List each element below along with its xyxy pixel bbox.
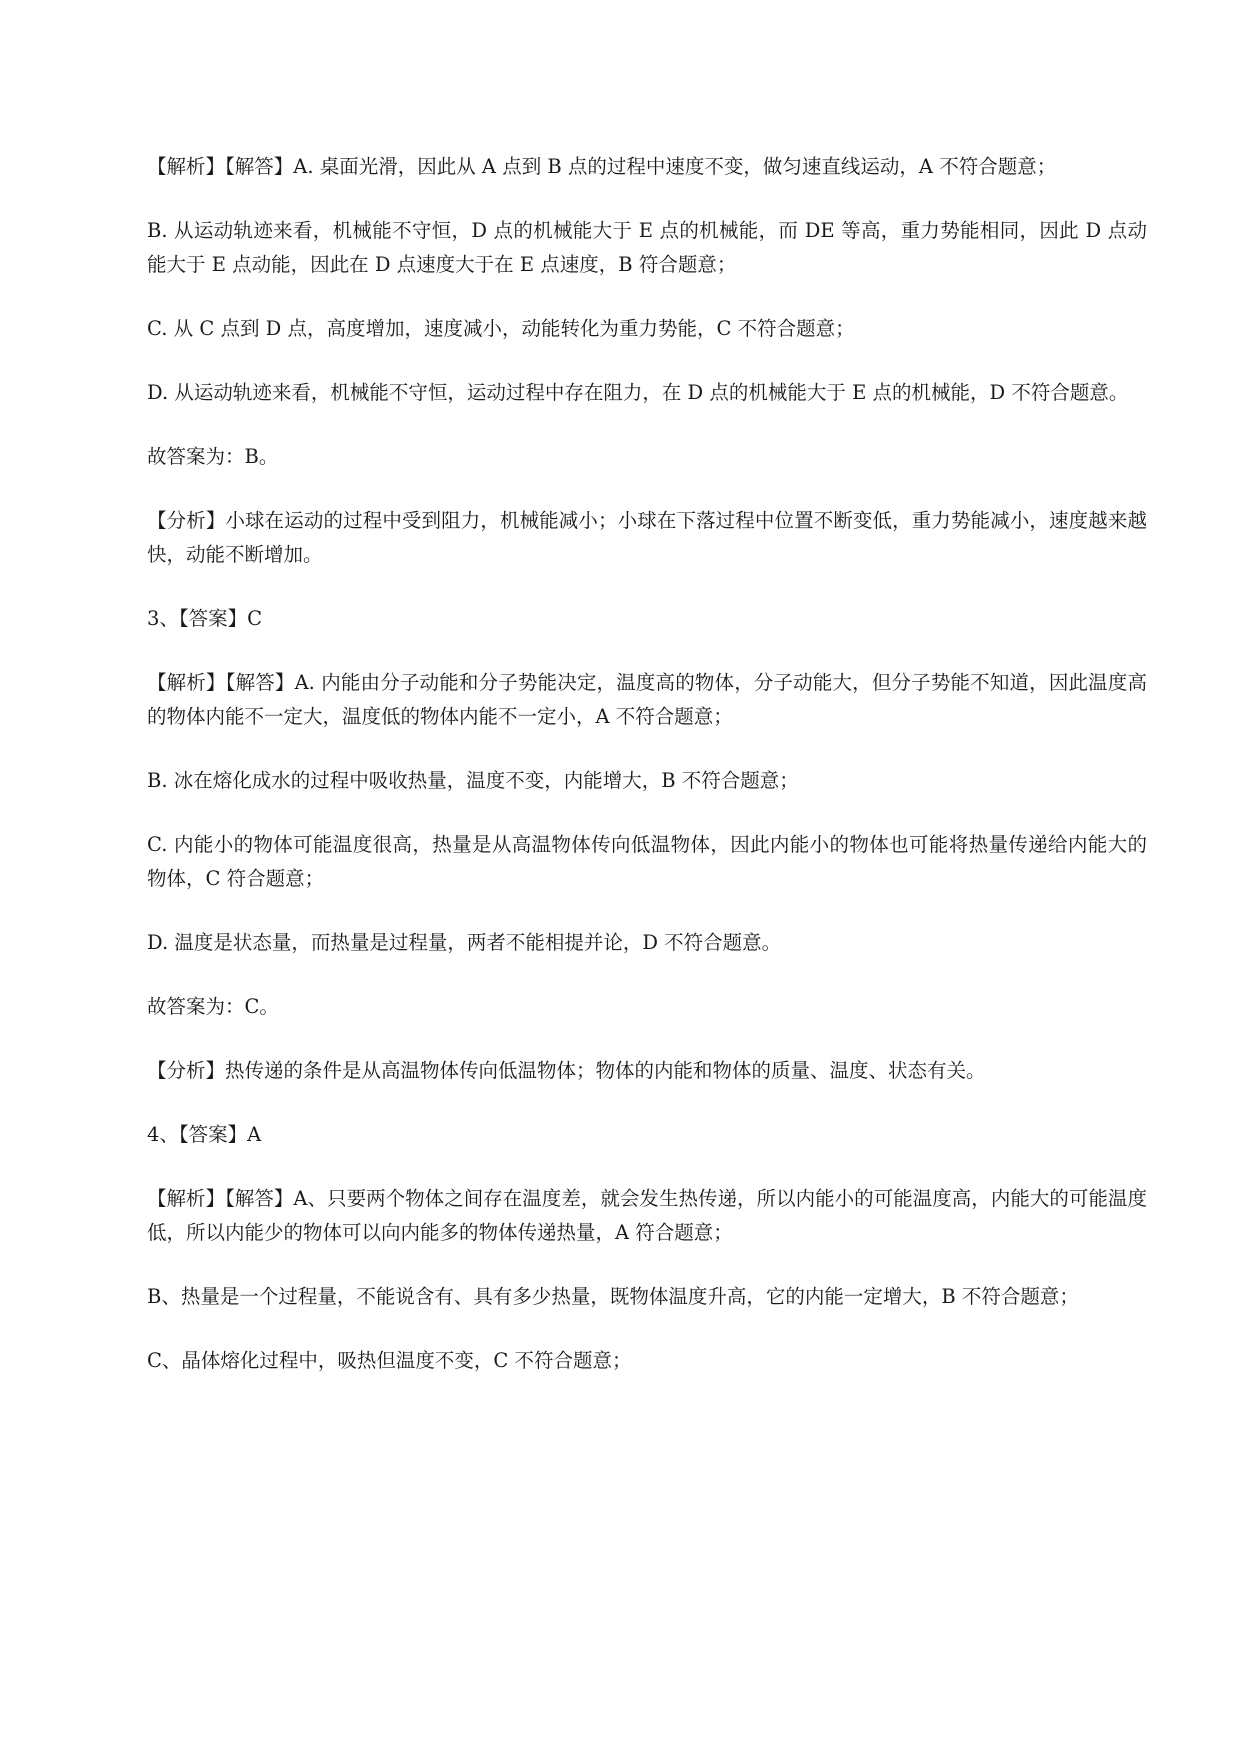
paragraph-q3-answer: 故答案为：C。 (147, 995, 279, 1018)
paragraph-q3-analysis-c: C. 内能小的物体可能温度很高，热量是从高温物体传向低温物体，因此内能小的物体也可能将热量传递给内能大的物体，C 符合题意； (147, 833, 1147, 890)
paragraph-q4-analysis-a: 【解析】【解答】A、只要两个物体之间存在温度差，就会发生热传递，所以内能小的可能温度高，内能大的可能温度低，所以内能少的物体可以向内能多的物体传递热量，A 符合题意； (147, 1187, 1147, 1244)
document-page (147, 150, 1147, 1408)
paragraph-q3-analysis-d: D. 温度是状态量，而热量是过程量，两者不能相提并论，D 不符合题意。 (147, 931, 782, 954)
paragraph-q2-analysis-d: D. 从运动轨迹来看，机械能不守恒，运动过程中存在阻力，在 D 点的机械能大于 E 点的机械能，D 不符合题意。 (147, 381, 1129, 404)
paragraph-q3-summary: 【分析】热传递的条件是从高温物体传向低温物体；物体的内能和物体的质量、温度、状态有关。 (147, 1059, 986, 1082)
paragraph-q4-analysis-b: B、热量是一个过程量，不能说含有、具有多少热量，既物体温度升高，它的内能一定增大，B 不符合题意； (147, 1285, 1079, 1308)
paragraph-q2-answer: 故答案为：B。 (147, 445, 279, 468)
paragraph-q4-analysis-c: C、晶体熔化过程中，吸热但温度不变，C 不符合题意； (147, 1349, 632, 1372)
paragraph-q4-heading: 4、【答案】A (147, 1123, 262, 1146)
paragraph-q3-analysis-a: 【解析】【解答】A. 内能由分子动能和分子势能决定，温度高的物体，分子动能大，但分子势能不知道，因此温度高的物体内能不一定大，温度低的物体内能不一定小，A 不符合题意； (147, 671, 1147, 728)
paragraph-q2-analysis-b: B. 从运动轨迹来看，机械能不守恒，D 点的机械能大于 E 点的机械能，而 DE 等高，重力势能相同，因此 D 点动能大于 E 点动能，因此在 D 点速度大于在 E 点速度，B 符合题意； (147, 219, 1147, 276)
paragraph-q2-summary: 【分析】小球在运动的过程中受到阻力，机械能减小；小球在下落过程中位置不断变低，重力势能减小，速度越来越快，动能不断增加。 (147, 509, 1147, 566)
paragraph-q3-heading: 3、【答案】C (147, 607, 263, 630)
paragraph-q2-analysis-a: 【解析】【解答】A. 桌面光滑，因此从 A 点到 B 点的过程中速度不变，做匀速直线运动，A 不符合题意； (147, 155, 1057, 178)
paragraph-q3-analysis-b: B. 冰在熔化成水的过程中吸收热量，温度不变，内能增大，B 不符合题意； (147, 769, 799, 792)
paragraph-q2-analysis-c: C. 从 C 点到 D 点，高度增加，速度减小，动能转化为重力势能，C 不符合题意； (147, 317, 855, 340)
